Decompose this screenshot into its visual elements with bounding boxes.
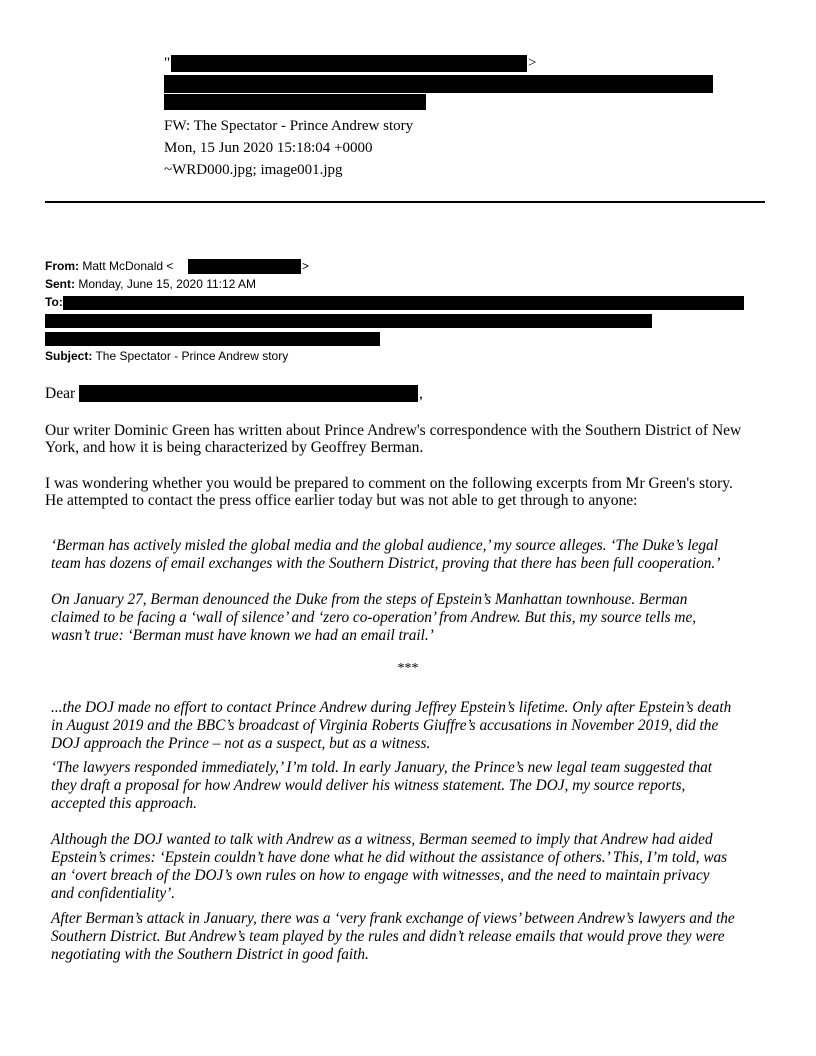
- text-line: Although the DOJ wanted to talk with Andrew as a witness, Berman seemed to imply that Andrew had aided: [51, 831, 713, 848]
- inner-subject-value: The Spectator - Prince Andrew story: [95, 349, 289, 363]
- text-line: team has dozens of email exchanges with the Southern District, proving that there has been full cooperation.’: [51, 555, 721, 572]
- excerpt-paragraph: [51, 759, 776, 813]
- subject-value: FW: The Spectator - Prince Andrew story: [164, 118, 414, 134]
- text-line: Our writer Dominic Green has written about Prince Andrew's correspondence with the Southern District of New: [45, 422, 742, 439]
- text-line: Epstein’s crimes: ‘Epstein couldn’t have done what he did without the assistance of others.’ This, I’m told, was: [51, 849, 728, 866]
- redaction-block: [164, 94, 426, 110]
- excerpt-paragraph: [51, 537, 776, 573]
- excerpt-paragraph: [51, 699, 776, 753]
- excerpt-paragraph: [51, 591, 776, 645]
- text-line: an ‘overt breach of the DOJ’s own rules on how to engage with witnesses, and the need to maintain privacy: [51, 867, 710, 884]
- from-prefix: ": [164, 55, 171, 71]
- redaction-block: [63, 296, 744, 310]
- redaction-block: [171, 55, 527, 72]
- text-line: York, and how it is being characterized by Geoffrey Berman.: [45, 439, 424, 456]
- text-line: DOJ approach the Prince – not as a suspect, but as a witness.: [51, 735, 431, 752]
- inline-images-value: ~WRD000.jpg; image001.jpg: [164, 162, 343, 178]
- excerpt-paragraph: [51, 910, 776, 964]
- text-line: I was wondering whether you would be prepared to comment on the following excerpts from Mr Green's story.: [45, 475, 733, 492]
- redaction-block: [45, 332, 380, 346]
- inner-sent-label: Sent:: [45, 277, 75, 291]
- excerpt-paragraph: [51, 831, 776, 903]
- text-line: After Berman’s attack in January, there was a ‘very frank exchange of views’ between Andrew’s lawyers and the: [51, 910, 735, 927]
- text-line: ‘The lawyers responded immediately,’ I’m told. In early January, the Prince’s new legal team suggested that: [51, 759, 713, 776]
- paragraph-request: [45, 475, 770, 509]
- greeting-comma: ,: [419, 385, 423, 402]
- inner-from-line: [45, 258, 173, 274]
- text-line: claimed to be facing a ‘wall of silence’ and ‘zero co-operation’ from Andrew. But this, my source tells me,: [51, 609, 697, 626]
- text-line: accepted this approach.: [51, 795, 197, 812]
- inner-sent-line: [45, 276, 256, 292]
- paragraph-intro: [45, 422, 770, 456]
- redaction-block: [164, 75, 713, 93]
- redaction-block: [79, 385, 418, 402]
- from-suffix: >: [528, 55, 537, 71]
- inner-subject-label: Subject:: [45, 349, 93, 363]
- section-separator: ***: [397, 661, 419, 676]
- inner-to-label: To:: [45, 295, 63, 309]
- inner-from-label: From:: [45, 259, 79, 273]
- text-line: in August 2019 and the BBC’s broadcast of Virginia Roberts Giuffre’s accusations in November 2019, did the: [51, 717, 719, 734]
- inner-from-suffix: >: [302, 259, 310, 273]
- text-line: On January 27, Berman denounced the Duke from the steps of Epstein’s Manhattan townhouse. Berman: [51, 591, 688, 608]
- header-divider: [45, 201, 765, 203]
- text-line: and confidentiality’.: [51, 885, 176, 902]
- text-line: negotiating with the Southern District in good faith.: [51, 946, 369, 963]
- text-line: ‘Berman has actively misled the global media and the global audience,’ my source alleges. ‘The Duke’s legal: [51, 537, 718, 554]
- inner-from-name: Matt McDonald <: [82, 259, 174, 273]
- text-line: ...the DOJ made no effort to contact Prince Andrew during Jeffrey Epstein’s lifetime. Only after Epstein’s death: [51, 699, 732, 716]
- inner-subject-line: [45, 348, 288, 364]
- redaction-block: [188, 259, 301, 274]
- date-value: Mon, 15 Jun 2020 15:18:04 +0000: [164, 140, 373, 156]
- greeting: Dear: [45, 385, 76, 402]
- text-line: they draft a proposal for how Andrew would deliver his witness statement. The DOJ, my source reports,: [51, 777, 686, 794]
- redaction-block: [45, 314, 652, 328]
- inner-sent-value: Monday, June 15, 2020 11:12 AM: [78, 277, 257, 291]
- text-line: wasn’t true: ‘Berman must have known we had an email trail.’: [51, 627, 434, 644]
- text-line: Southern District. But Andrew’s team played by the rules and didn’t release emails that would prove they were: [51, 928, 725, 945]
- text-line: He attempted to contact the press office earlier today but was not able to get through to anyone:: [45, 492, 638, 509]
- inner-to-line: [45, 294, 63, 310]
